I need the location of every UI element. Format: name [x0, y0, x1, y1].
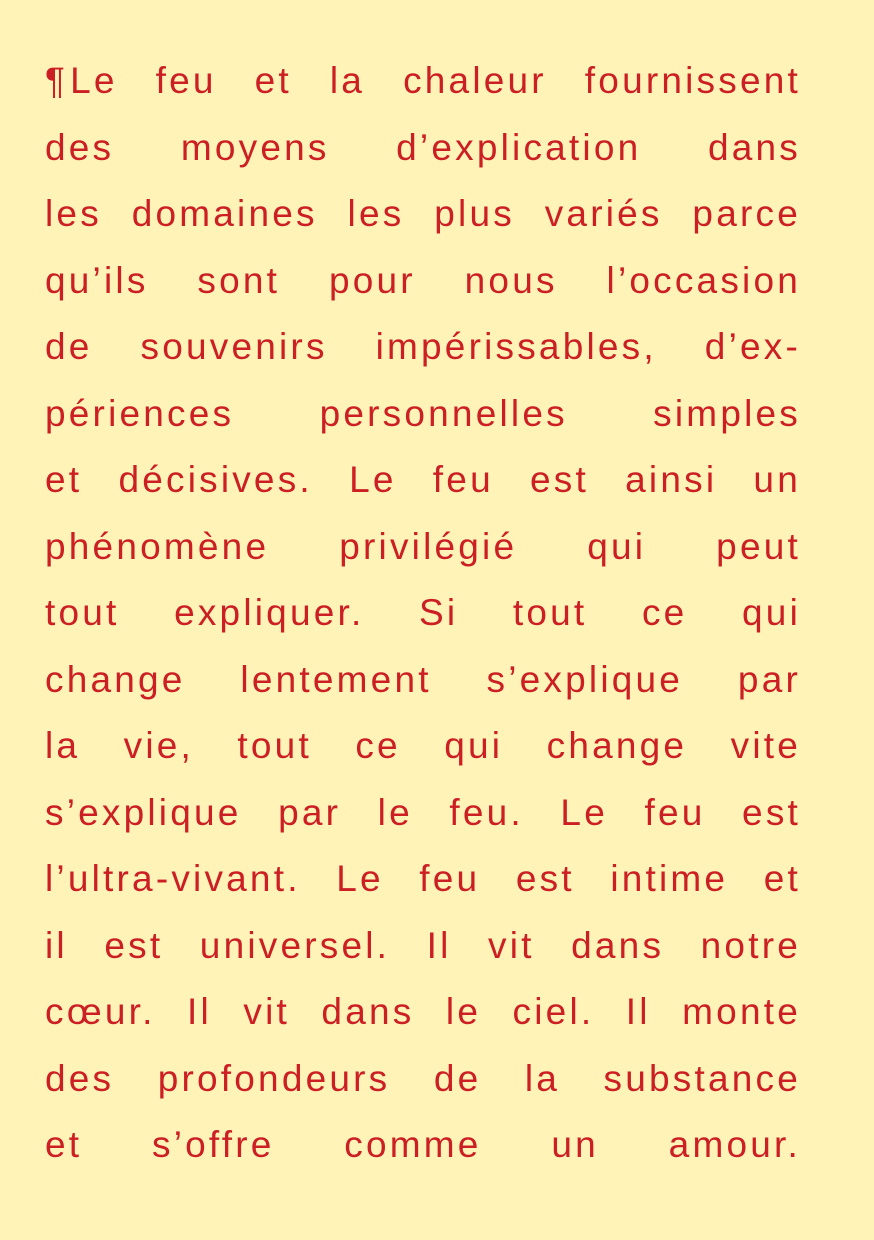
pilcrow-icon: ¶ [45, 60, 69, 101]
text-line-5: de souvenirs impérissables, d’ex- [45, 326, 801, 367]
text-line-15: cœur. Il vit dans le ciel. Il monte [45, 991, 801, 1032]
text-line-3: les domaines les plus variés parce [45, 193, 801, 234]
text-line-17: et s’offre comme un amour. [45, 1124, 801, 1165]
paragraph [45, 48, 801, 1179]
text-line-7: et décisives. Le feu est ainsi un [45, 459, 801, 500]
text-line-8: phénomène privilégié qui peut [45, 525, 801, 567]
text-line-10: change lentement s’explique par [45, 658, 801, 700]
text-line-16: des profondeurs de la substance [45, 1057, 801, 1099]
text-line-1 [45, 48, 801, 115]
text-line-11: la vie, tout ce qui change vite [45, 725, 801, 766]
text-line-2: des moyens d’explication dans [45, 126, 801, 168]
text-line-1-content: Le feu et la chaleur fournissent [70, 60, 801, 101]
text-line-12: s’explique par le feu. Le feu est [45, 791, 801, 833]
text-line-4: qu’ils sont pour nous l’occasion [45, 259, 801, 301]
text-line-13: l’ultra-vivant. Le feu est intime et [45, 858, 801, 899]
text-line-6: périences personnelles simples [45, 392, 801, 434]
text-line-14: il est universel. Il vit dans notre [45, 924, 801, 966]
text-line-9: tout expliquer. Si tout ce qui [45, 592, 801, 633]
